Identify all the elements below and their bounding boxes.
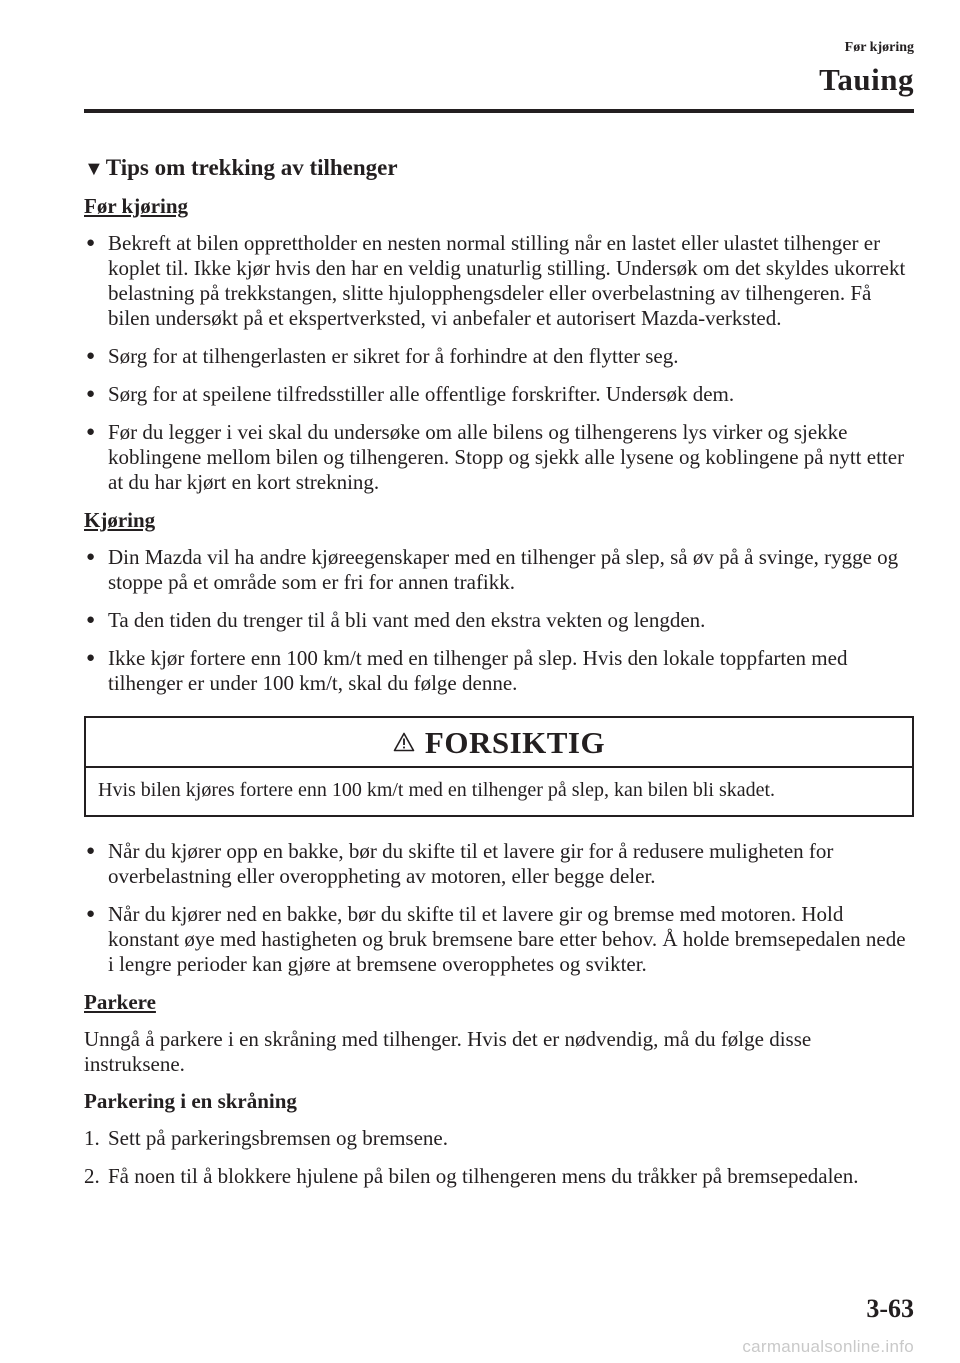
list-item: ● Før du legger i vei skal du undersøke om alle bilens og tilhengerens lys virker og sjekke koblingene mellom bilen og tilhengeren. Stopp og sjekk alle lysene og koblingene på nytt etter at du har kjørt en kort strekning. xyxy=(86,420,905,494)
list-item: ● Når du kjører ned en bakke, bør du skifte til et lavere gir og bremse med motoren. Hold konstant øye med hastigheten og bruk bremsene bare etter behov. Å holde bremsepedalen nede i lengre perioder kan gjøre at bremsene overopphetes og svikter. xyxy=(86,902,906,976)
bullet-icon: ● xyxy=(86,235,96,251)
header-rule xyxy=(84,109,914,113)
subheading-before-driving: Før kjøring xyxy=(84,194,189,218)
warning-triangle-icon xyxy=(393,732,415,752)
caution-header xyxy=(86,718,912,768)
page-number: 3-63 xyxy=(866,1294,914,1323)
list-item: 1. Sett på parkeringsbremsen og bremsene. xyxy=(84,1126,448,1150)
hill-driving-list xyxy=(84,839,914,977)
list-item: ● Ikke kjør fortere enn 100 km/t med en tilhenger på slep. Hvis den lokale toppfarten med tilhenger er under 100 km/t, skal du følge denne. xyxy=(86,646,848,695)
driving-list xyxy=(84,545,914,696)
bullet-icon: ● xyxy=(86,424,96,440)
parking-text: Unngå å parkere i en skråning med tilhenger. Hvis det er nødvendig, må du følge disse instruksene. xyxy=(84,1027,812,1076)
list-item: ● Din Mazda vil ha andre kjøreegenskaper med en tilhenger på slep, så øv på å svinge, rygge og stoppe på et område som er fri for annen trafikk. xyxy=(86,545,899,594)
triangle-marker-icon: ▼ xyxy=(84,158,104,180)
bullet-icon: ● xyxy=(86,386,96,402)
caution-text: Hvis bilen kjøres fortere enn 100 km/t med en tilhenger på slep, kan bilen bli skadet. xyxy=(98,779,776,801)
bullet-icon: ● xyxy=(86,650,96,666)
page-header xyxy=(819,40,914,98)
page-content xyxy=(84,152,914,1202)
bullet-icon: ● xyxy=(86,843,96,859)
topic-heading-text: Tips om trekking av tilhenger xyxy=(105,155,398,180)
list-item: ● Bekreft at bilen opprettholder en nesten normal stilling når en lastet eller ulastet tilhenger er koplet til. Ikke kjør hvis den har en veldig unaturlig stilling. Undersøk om det skyldes ukorrekt belastning på trekkstangen, slitte hjulopphengsdeler eller overbelastning av tilhengeren. Få bilen undersøkt på et ekspertverksted, vi anbefaler et autorisert Mazda-verksted. xyxy=(86,231,906,330)
bullet-icon: ● xyxy=(86,612,96,628)
list-item: ● Når du kjører opp en bakke, bør du skifte til et lavere gir for å redusere muligheten for overbelastning eller overoppheting av motoren, eller begge deler. xyxy=(86,839,834,888)
topic-heading xyxy=(84,152,914,185)
before-driving-list xyxy=(84,231,914,495)
subheading-parking: Parkere xyxy=(84,990,156,1014)
list-item: ● Sørg for at speilene tilfredsstiller alle offentlige forskrifter. Undersøk dem. xyxy=(86,382,735,406)
slope-parking-steps xyxy=(84,1126,914,1189)
watermark: carmanualsonline.info xyxy=(742,1337,914,1356)
list-item: 2. Få noen til å blokkere hjulene på bilen og tilhengeren mens du tråkker på bremsepedalen. xyxy=(84,1164,859,1188)
subheading-driving: Kjøring xyxy=(84,508,156,532)
list-item: ● Ta den tiden du trenger til å bli vant med den ekstra vekten og lengden. xyxy=(86,608,706,632)
chapter-title: Før kjøring xyxy=(844,40,914,55)
section-title: Tauing xyxy=(819,62,914,97)
caution-title: FORSIKTIG xyxy=(424,724,606,760)
slope-parking-heading: Parkering i en skråning xyxy=(84,1089,297,1113)
caution-box xyxy=(84,716,914,817)
bullet-icon: ● xyxy=(86,348,96,364)
bullet-icon: ● xyxy=(86,906,96,922)
list-item: ● Sørg for at tilhengerlasten er sikret for å forhindre at den flytter seg. xyxy=(86,344,679,368)
bullet-icon: ● xyxy=(86,549,96,565)
